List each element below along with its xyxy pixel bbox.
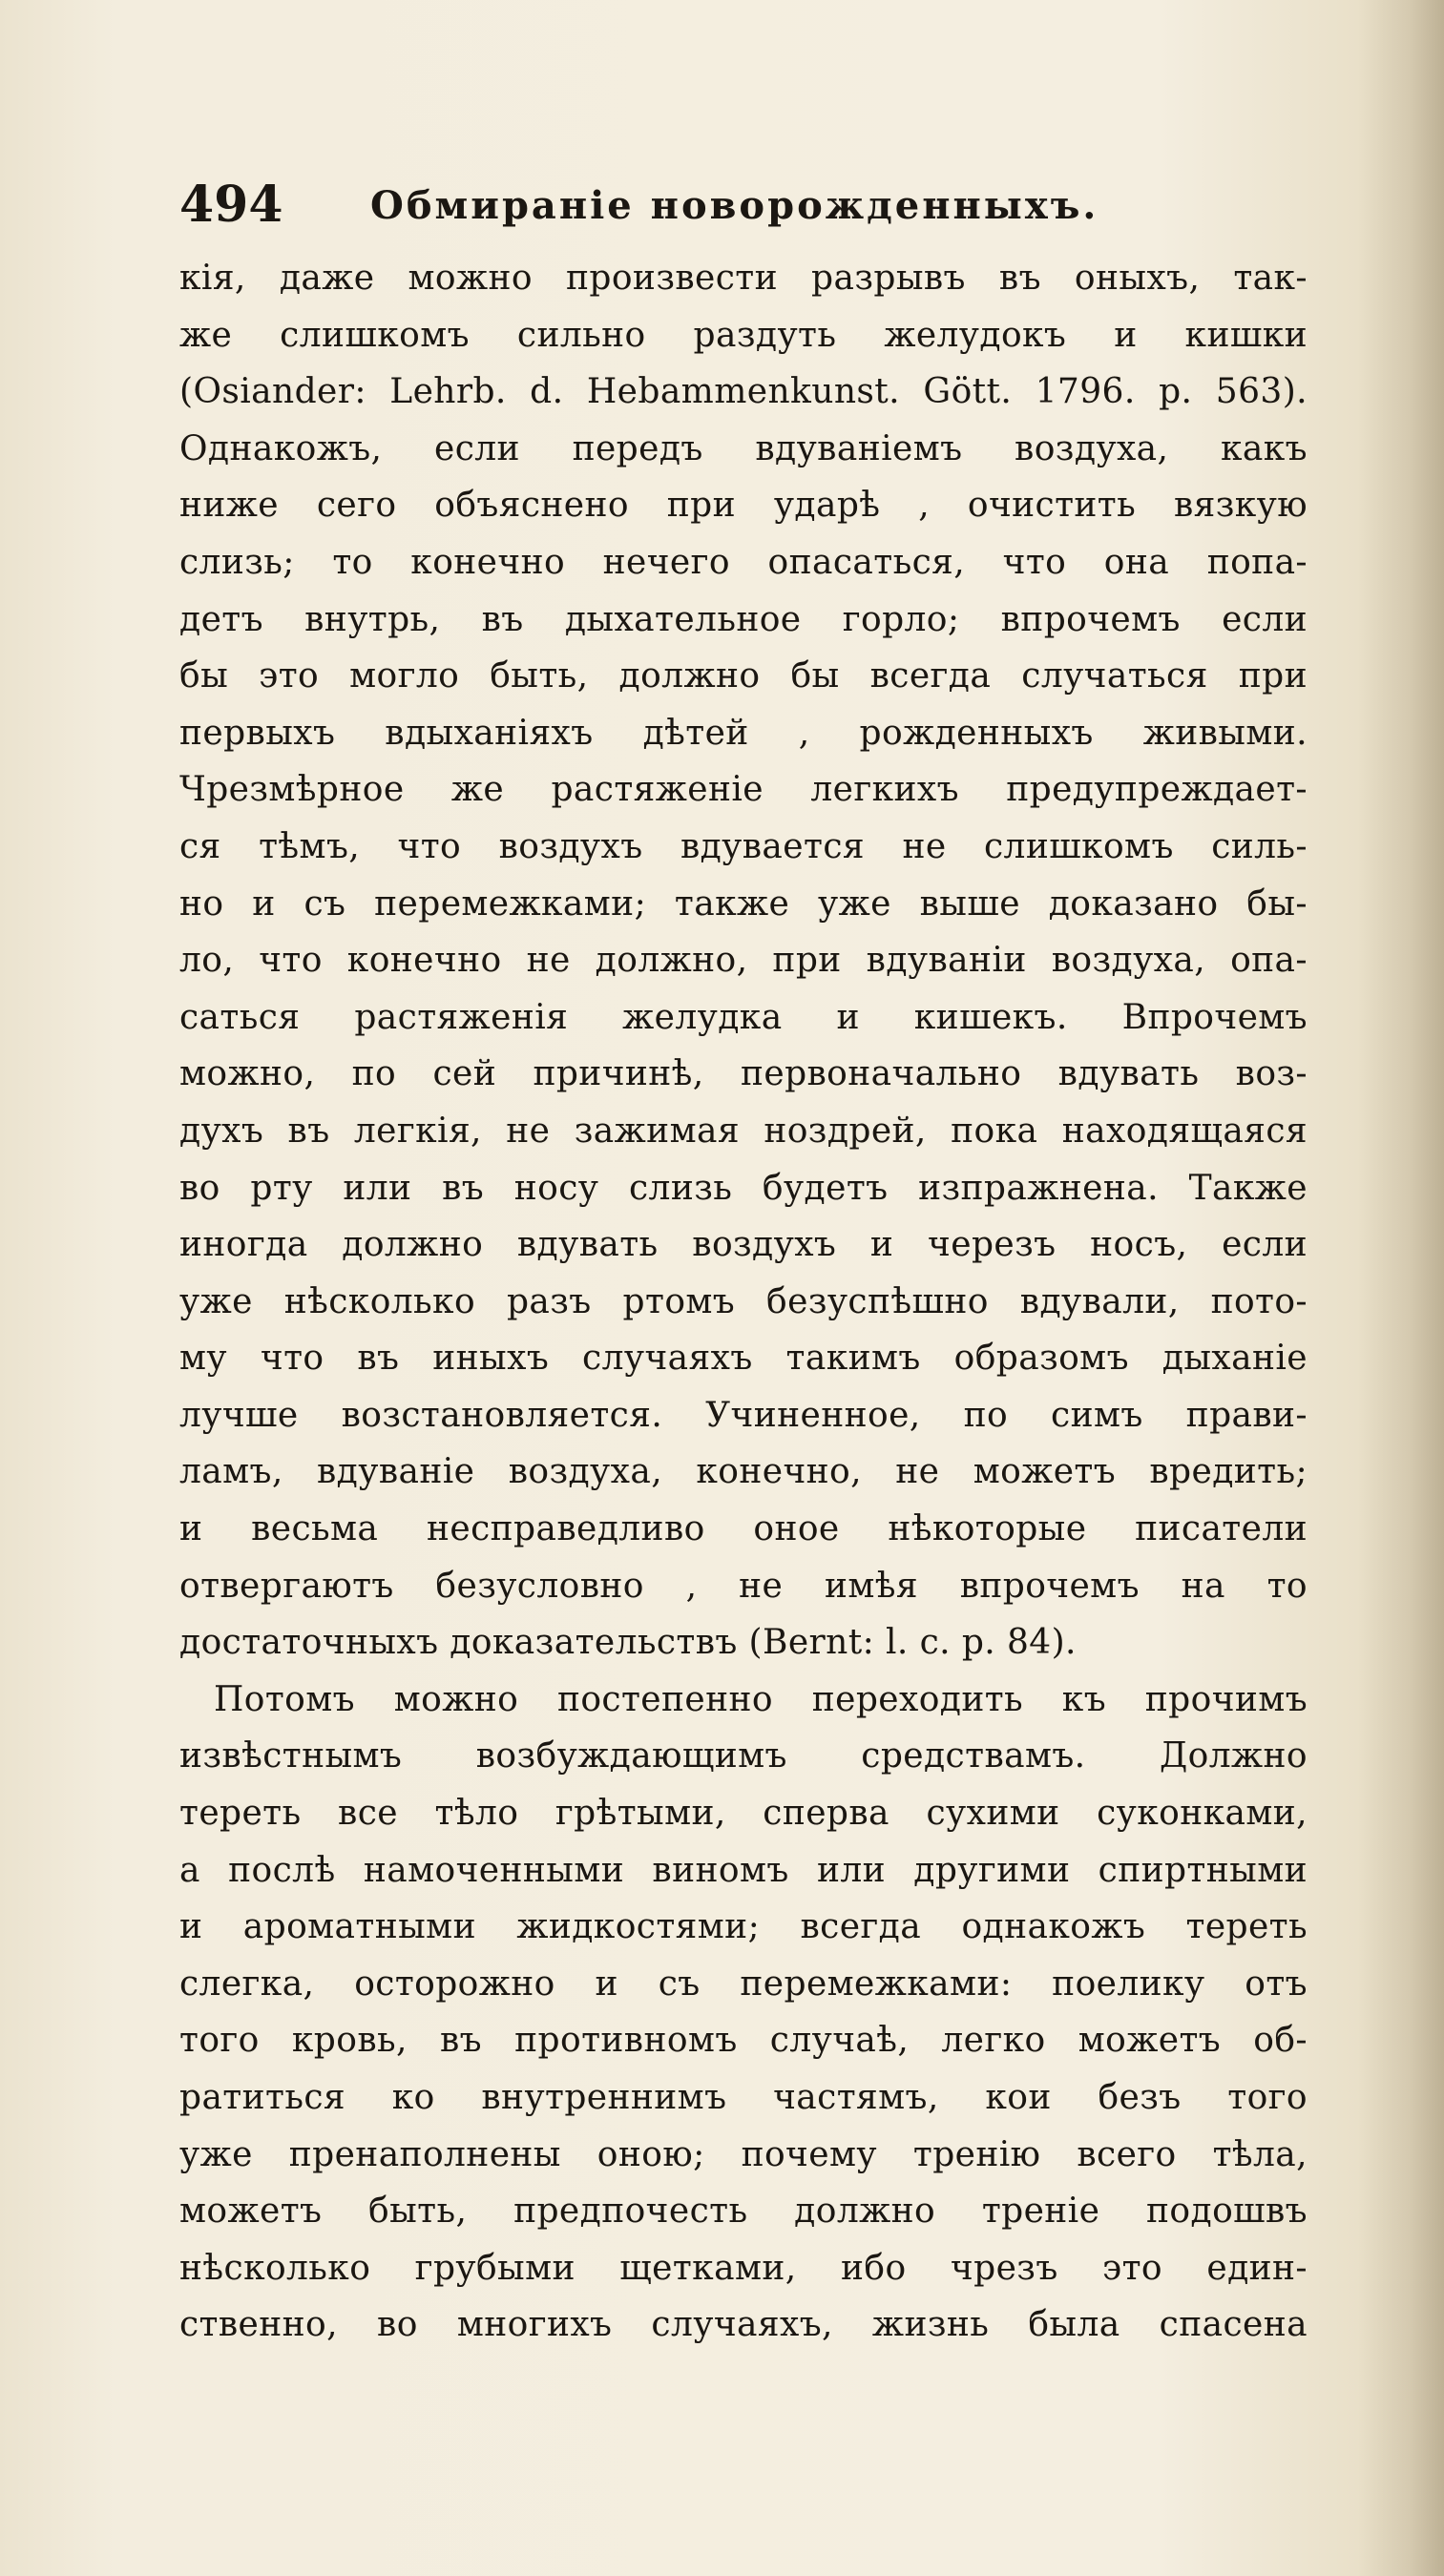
text-line: детъ внутрь, въ дыхательное горло; впрочемъ если xyxy=(179,599,1308,639)
text-line: того кровь, въ противномъ случаѣ, легко можетъ об- xyxy=(179,2021,1308,2061)
text-line: отвергаютъ безусловно , не имѣя впрочемъ на то xyxy=(179,1566,1308,1606)
text-line: Однакожъ, если передъ вдуванiемъ воздуха, какъ xyxy=(179,428,1308,468)
text-line: ло, что конечно не должно, при вдуванiи воздуха, опа- xyxy=(179,941,1308,981)
text-line: иногда должно вдувать воздухъ и черезъ носъ, если xyxy=(179,1225,1308,1265)
text-line: и ароматными жидкостями; всегда однакожъ тереть xyxy=(179,1907,1308,1947)
text-line: (Osiander: Lehrb. d. Hebammenkunst. Gött. 1796. p. 563). xyxy=(179,372,1308,412)
text-line: бы это могло быть, должно бы всегда случаться при xyxy=(179,656,1308,696)
text-line: му что въ иныхъ случаяхъ такимъ образомъ дыханiе xyxy=(179,1339,1308,1379)
text-line: во рту или въ носу слизь будетъ изпражнена. Также xyxy=(179,1168,1308,1208)
text-line: тереть все тѣло грѣтыми, сперва сухими суконками, xyxy=(179,1794,1308,1834)
running-title: Обмиранiе новорожденныхъ. xyxy=(370,183,1099,228)
text-line: Потомъ можно постепенно переходить къ прочимъ xyxy=(214,1679,1308,1719)
text-line: уже нѣсколько разъ ртомъ безуспѣшно вдували, пото- xyxy=(179,1281,1308,1321)
text-line: слегка, осторожно и съ перемежками: поелику отъ xyxy=(179,1963,1308,2004)
page-number: 494 xyxy=(179,176,283,234)
text-line: слизь; то конечно нечего опасаться, что она попа- xyxy=(179,542,1308,582)
text-line: лучше возстановляется. Учиненное, по симъ прави- xyxy=(179,1395,1308,1435)
text-line: первыхъ вдыханiяхъ дѣтей , рожденныхъ живыми. xyxy=(179,713,1308,753)
text-line: извѣстнымъ возбуждающимъ средствамъ. Должно xyxy=(179,1736,1308,1776)
text-line: можно, по сей причинѣ, первоначально вдувать воз- xyxy=(179,1054,1308,1094)
text-line: ламъ, вдуванiе воздуха, конечно, не можетъ вредить; xyxy=(179,1452,1308,1492)
text-line: можетъ быть, предпочесть должно тренiе подошвъ xyxy=(179,2192,1308,2232)
text-line: уже пренаполнены оною; почему тренiю всего тѣла, xyxy=(179,2134,1308,2174)
text-line: духъ въ легкiя, не зажимая ноздрей, пока находящаяся xyxy=(179,1111,1308,1151)
text-line: саться растяженiя желудка и кишекъ. Впрочемъ xyxy=(179,997,1308,1037)
text-line: Чрезмѣрное же растяженiе легкихъ предупреждает- xyxy=(179,770,1308,810)
text-line: достаточныхъ доказательствъ (Bernt: l. c. p. 84). xyxy=(179,1623,1077,1663)
text-line: ратиться ко внутреннимъ частямъ, кои безъ того xyxy=(179,2078,1308,2117)
page-header xyxy=(179,172,1344,239)
body-text xyxy=(179,250,1308,2354)
text-line: нѣсколько грубыми щетками, ибо чрезъ это един- xyxy=(179,2248,1308,2288)
text-line: а послѣ намоченными виномъ или другими спиртными xyxy=(179,1850,1308,1890)
text-line: и весьма несправедливо оное нѣкоторые писатели xyxy=(179,1509,1308,1549)
text-line: ственно, во многихъ случаяхъ, жизнь была спасена xyxy=(179,2305,1308,2345)
text-line: ниже сего объяснено при ударѣ , очистить вязкую xyxy=(179,486,1308,526)
text-line: кiя, даже можно произвести разрывъ въ оныхъ, так- xyxy=(179,259,1308,298)
text-line: же слишкомъ сильно раздуть желудокъ и кишки xyxy=(179,315,1308,355)
spine-shadow xyxy=(1358,0,1444,2576)
text-line: ся тѣмъ, что воздухъ вдувается не слишкомъ силь- xyxy=(179,826,1308,866)
text-line: но и съ перемежками; также уже выше доказано бы- xyxy=(179,883,1308,924)
